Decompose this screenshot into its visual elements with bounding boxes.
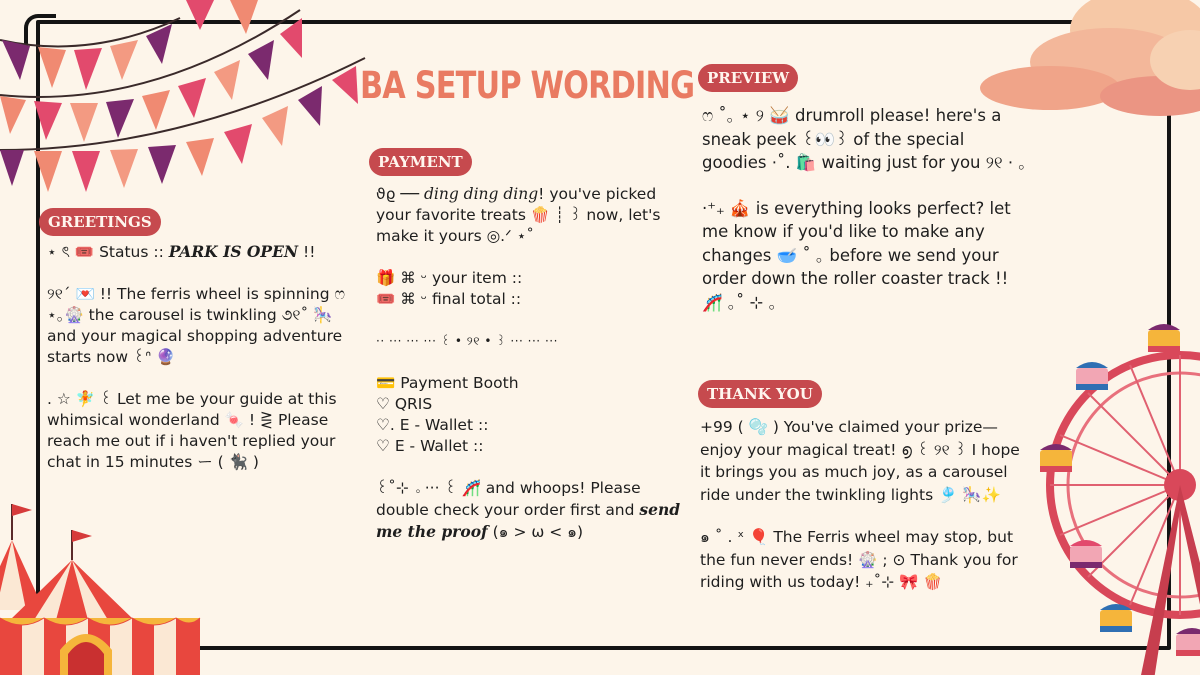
payment-method-3: ♡ E - Wallet :: [376,437,484,455]
payment-closing [376,478,684,543]
payment-closing-emphasis: send me the proof [376,500,681,541]
payment-divider: ·· ··· ··· ··· ꒰ • ୨୧ • ꒱ ··· ··· ··· [376,334,558,348]
greetings-status-line [47,241,352,263]
thank-you-paragraph-2: ๑ ˚ . ˣ 🎈 The Ferris wheel may stop, but the fun never ends! 🎡 ; ⊙ Thank you for riding with us today! ₊˚⊹ 🎀 🍿 [700,528,1018,591]
ferris-wheel-icon [1030,310,1200,675]
payment-closing-suffix: (๑ > ω < ๑) [487,523,584,541]
payment-method-1: ♡ QRIS [376,395,433,413]
payment-booth-title: 💳 Payment Booth [376,374,519,392]
payment-intro-prefix: ϑϱ ── [376,185,424,203]
greetings-paragraph-2: . ☆ 🧚 ꒰ Let me be your guide at this whimsical wonderland 🍬 ! ⋛ Please reach me out if i haven't replied your chat in 15 minutes ー ( 🐈‍⬛ ) [47,390,337,471]
preview-section [702,104,1027,314]
payment-label: PAYMENT [369,148,472,176]
thank-you-paragraph-1: +99 ( 🫧 ) You've claimed your prize—enjoy your magical treat! ൭ ꒰ ୨୧ ꒱ I hope it brings you as much joy, as a carousel ride under the twinkling lights 🎐 🎠✨ [700,418,1020,504]
greetings-status-emphasis: PARK IS OPEN [168,242,299,261]
page-title: BA SETUP WORDING [360,64,695,107]
payment-intro [376,184,684,247]
bunting-flags-icon [0,0,380,220]
greetings-status-suffix: !! [298,243,316,261]
payment-intro-emphasis: ding ding ding [423,185,539,203]
payment-total-line: 🎟️ ⌘ ᵕ final total :: [376,290,522,308]
greetings-section [47,241,352,473]
preview-paragraph-1: ෆ ˚｡ ⋆ ୨ 🥁 drumroll please! here's a sneak peek ꒰👀꒱ of the special goodies ⋅˚. 🛍️ waiting just for you ୨୧ ⋅ ｡ [702,106,1027,172]
preview-paragraph-2: ‧⁺₊ 🎪 is everything looks perfect? let me know if you'd like to make any changes 🥣 ˚ ｡ before we send your order down the roller coaster track !! 🎢 ｡˚ ⊹ ｡ [702,198,1011,312]
thank-you-label: THANK YOU [698,380,822,408]
greetings-paragraph-1: ୨୧ˊ 💌 !! The ferris wheel is spinning ෆ ⋆｡🎡 the carousel is twinkling ૭୧˚ 🎠 and your magical shopping adventure starts now ꒰ᐢ 🔮 [47,285,345,366]
greetings-status-prefix: ⋆ ৎ 🎟️ Status :: [47,243,169,261]
thank-you-section [700,416,1030,594]
circus-tent-icon [0,500,210,675]
payment-closing-prefix: ꒰˚⊹ ｡ ··· ꒰ 🎢 and whoops! Please double check your order first and [376,479,641,519]
preview-label: PREVIEW [698,64,798,92]
payment-section [376,184,684,543]
payment-intro-suffix: ! you've picked your favorite treats 🍿 ┊ ꒱ now, let's make it yours ◎.ᐟ ⋆˚ [376,185,661,245]
payment-method-2: ♡. E - Wallet :: [376,416,489,434]
greetings-label: GREETINGS [39,208,161,236]
payment-item-line: 🎁 ⌘ ᵕ your item :: [376,269,523,287]
